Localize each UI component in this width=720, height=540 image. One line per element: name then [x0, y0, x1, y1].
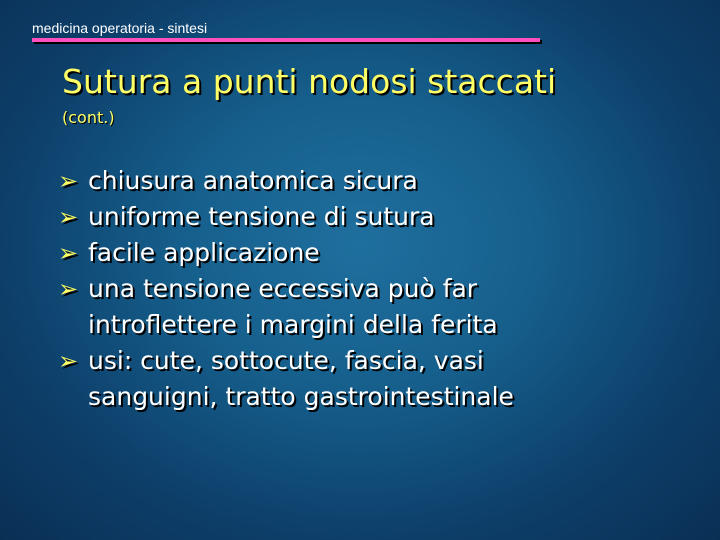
arrow-bullet-icon: ➢: [58, 275, 79, 303]
slide-header-label: medicina operatoria - sintesi: [32, 20, 208, 36]
slide-subtitle: (cont.): [62, 108, 115, 127]
bullet-text: usi: cute, sottocute, fascia, vasi: [88, 346, 484, 375]
bullet-item: [58, 343, 698, 415]
bullet-item: [58, 163, 698, 199]
bullet-item: [58, 199, 698, 235]
bullet-text: una tensione eccessiva può far: [88, 274, 478, 303]
bullet-text: facile applicazione: [88, 238, 320, 267]
bullet-list: [58, 163, 698, 415]
header-rule: [32, 38, 540, 42]
arrow-bullet-icon: ➢: [58, 203, 79, 231]
arrow-bullet-icon: ➢: [58, 167, 79, 195]
bullet-text-continued: sanguigni, tratto gastrointestinale: [88, 382, 514, 411]
arrow-bullet-icon: ➢: [58, 239, 79, 267]
slide-title: Sutura a punti nodosi staccati: [62, 62, 557, 101]
bullet-text-continued: introflettere i margini della ferita: [88, 310, 498, 339]
bullet-item: [58, 235, 698, 271]
bullet-text: chiusura anatomica sicura: [88, 166, 418, 195]
arrow-bullet-icon: ➢: [58, 347, 79, 375]
bullet-text: uniforme tensione di sutura: [88, 202, 435, 231]
bullet-item: [58, 271, 698, 343]
